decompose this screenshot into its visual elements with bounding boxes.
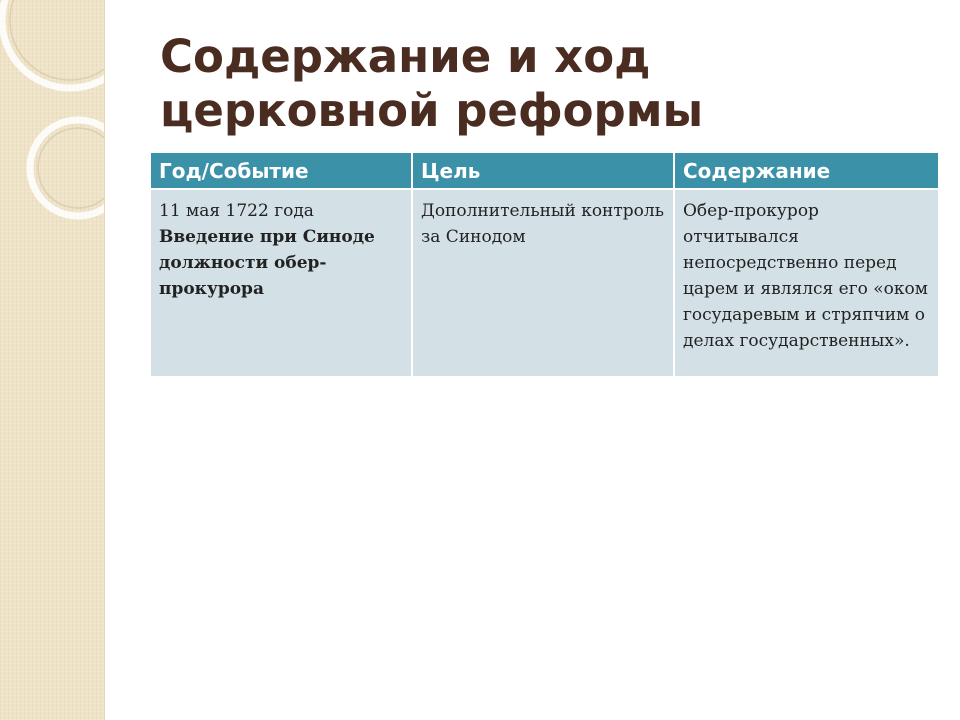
event-title: Введение при Синоде должности обер-прокурора bbox=[159, 227, 375, 299]
ring-small-inner bbox=[38, 128, 104, 208]
ring-small bbox=[30, 120, 104, 216]
cell-content: Обер-прокурор отчитывался непосредственно перед царем и являлся его «оком государевым и стряпчим о делах государственных». bbox=[675, 190, 938, 376]
table-row bbox=[151, 190, 938, 376]
decorative-rings bbox=[0, 0, 104, 720]
header-year-event: Год/Событие bbox=[151, 153, 413, 190]
header-content: Содержание bbox=[675, 153, 938, 190]
cell-year-event bbox=[151, 190, 413, 376]
page-title bbox=[160, 30, 920, 138]
title-line-2: церковной реформы bbox=[160, 84, 704, 137]
cell-goal: Дополнительный контроль за Синодом bbox=[413, 190, 675, 376]
table-header-row bbox=[151, 153, 938, 190]
reform-table bbox=[151, 153, 938, 376]
header-goal: Цель bbox=[413, 153, 675, 190]
ring-large bbox=[2, 0, 104, 88]
title-line-1: Содержание и ход bbox=[160, 30, 651, 83]
decorative-side-strip bbox=[0, 0, 105, 720]
event-date: 11 мая 1722 года bbox=[159, 201, 314, 221]
